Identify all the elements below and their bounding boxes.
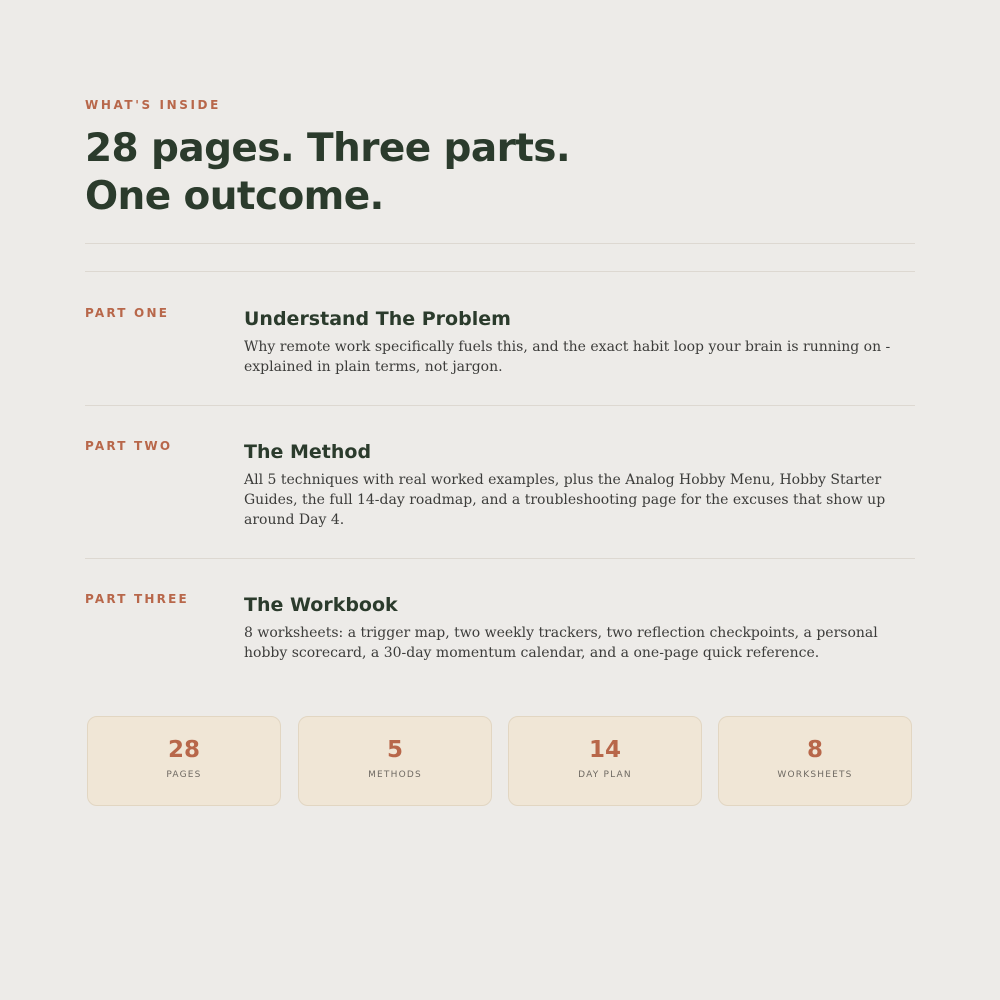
stat-card-worksheets: [718, 716, 912, 806]
part-description: All 5 techniques with real worked examples, plus the Analog Hobby Menu, Hobby Starter Guides, the full 14-day roadmap, and a troubleshooting page for the excuses that show up around Day 4.: [244, 472, 886, 528]
stat-card-methods: [298, 716, 492, 806]
part-description: 8 worksheets: a trigger map, two weekly trackers, two reflection checkpoints, a personal hobby scorecard, a 30-day momentum calendar, and a one-page quick reference.: [244, 625, 878, 661]
stat-value: 14: [588, 737, 621, 763]
stat-value: 8: [806, 737, 823, 763]
stat-card-pages: [87, 716, 281, 806]
section-eyebrow: WHAT'S INSIDE: [85, 98, 221, 112]
part-label: PART ONE: [85, 306, 170, 320]
stat-label: DAY PLAN: [578, 770, 632, 780]
stat-value: 5: [386, 737, 403, 763]
stat-card-day-plan: [508, 716, 702, 806]
headline-line-1: 28 pages. Three parts.: [85, 126, 571, 171]
headline-line-2: One outcome.: [85, 174, 384, 219]
stat-value: 28: [167, 737, 200, 763]
part-label: PART TWO: [85, 439, 173, 453]
stat-label: METHODS: [368, 770, 422, 780]
part-title: The Method: [244, 441, 372, 463]
part-two: [85, 439, 915, 539]
part-label: PART THREE: [85, 592, 189, 606]
part-one: [85, 306, 915, 386]
stat-label: WORKSHEETS: [777, 770, 853, 780]
section-headline: [85, 125, 570, 221]
stats-row: [87, 716, 913, 808]
whats-inside-section: [85, 0, 915, 1000]
divider: [85, 558, 915, 559]
divider: [85, 271, 915, 272]
divider: [85, 243, 915, 244]
stat-label: PAGES: [166, 770, 202, 780]
part-title: Understand The Problem: [244, 308, 511, 330]
divider: [85, 405, 915, 406]
part-three: [85, 592, 915, 672]
part-title: The Workbook: [244, 594, 398, 616]
part-description: Why remote work specifically fuels this, and the exact habit loop your brain is running on - explained in plain terms, not jargon.: [244, 339, 891, 375]
